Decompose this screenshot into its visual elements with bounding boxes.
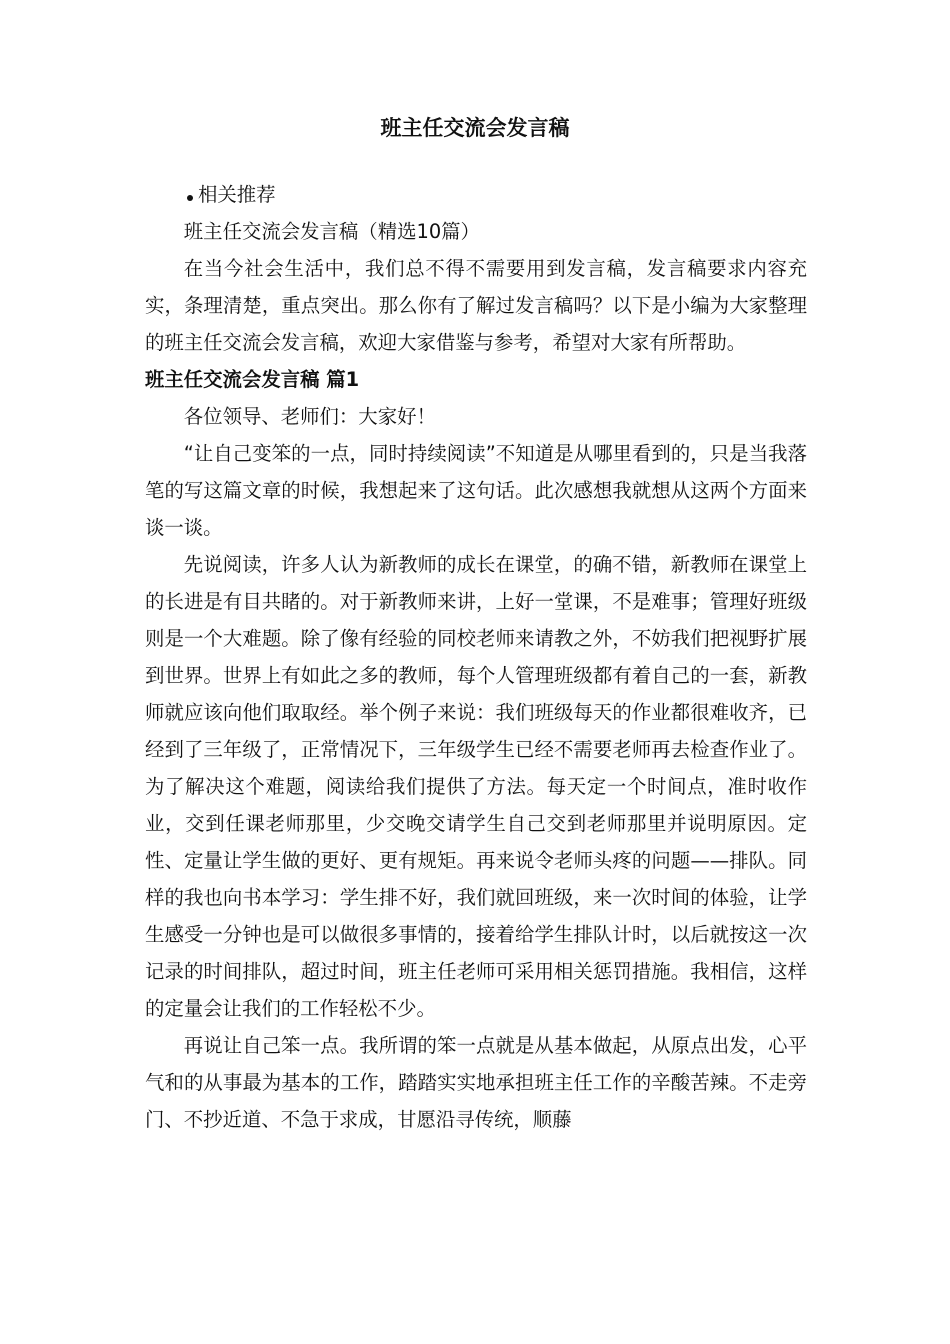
bullet-icon — [187, 195, 193, 201]
intro-paragraph: 在当今社会生活中，我们总不得不需要用到发言稿，发言稿要求内容充实，条理清楚，重点突出。那么你有了解过发言稿吗？以下是小编为大家整理的班主任交流会发言稿，欢迎大家借鉴与参考，希望对大家有所帮助。 — [145, 257, 807, 354]
subtitle-line: 班主任交流会发言稿（精选10篇） — [183, 220, 480, 243]
body-paragraph-humble: 再说让自己笨一点。我所谓的笨一点就是从基本做起，从原点出发，心平气和的从事最为基本的工作，踏踏实实地承担班主任工作的辛酸苦辣。不走旁门、不抄近道、不急于求成，甘愿沿寻传统，顺藤 — [145, 1034, 807, 1131]
related-label: 相关推荐 — [198, 183, 276, 206]
document-title: 班主任交流会发言稿 — [380, 116, 570, 140]
greeting-paragraph: 各位领导、老师们：大家好！ — [183, 405, 436, 428]
body-paragraph-reading: 先说阅读，许多人认为新教师的成长在课堂，的确不错，新教师在课堂上的长进是有目共睹的。对于新教师来讲，上好一堂课，不是难事；管理好班级则是一个大难题。除了像有经验的同校老师来请教之外，不妨我们把视野扩展到世界。世界上有如此之多的教师，每个人管理班级都有着自己的一套，新教师就应该向他们取取经。举个例子来说：我们班级每天的作业都很难收齐，已经到了三年级了，正常情况下，三年级学生已经不需要老师再去检查作业了。为了解决这个难题，阅读给我们提供了方法。每天定一个时间点，准时收作业，交到任课老师那里，少交晚交请学生自己交到老师那里并说明原因。定性、定量让学生做的更好、更有规矩。再来说令老师头疼的问题——排队。同样的我也向书本学习：学生排不好，我们就回班级，来一次时间的体验，让学生感受一分钟也是可以做很多事情的，接着给学生排队计时，以后就按这一次记录的时间排队，超过时间，班主任老师可采用相关惩罚措施。我相信，这样的定量会让我们的工作轻松不少。 — [145, 553, 807, 1020]
body-paragraph-quote: “让自己变笨的一点，同时持续阅读”不知道是从哪里看到的，只是当我落笔的写这篇文章的时候，我想起来了这句话。此次感想我就想从这两个方面来谈一谈。 — [145, 442, 807, 539]
section-heading: 班主任交流会发言稿 篇1 — [145, 368, 360, 391]
document-body — [145, 176, 807, 1138]
related-recommendation[interactable] — [145, 176, 807, 213]
